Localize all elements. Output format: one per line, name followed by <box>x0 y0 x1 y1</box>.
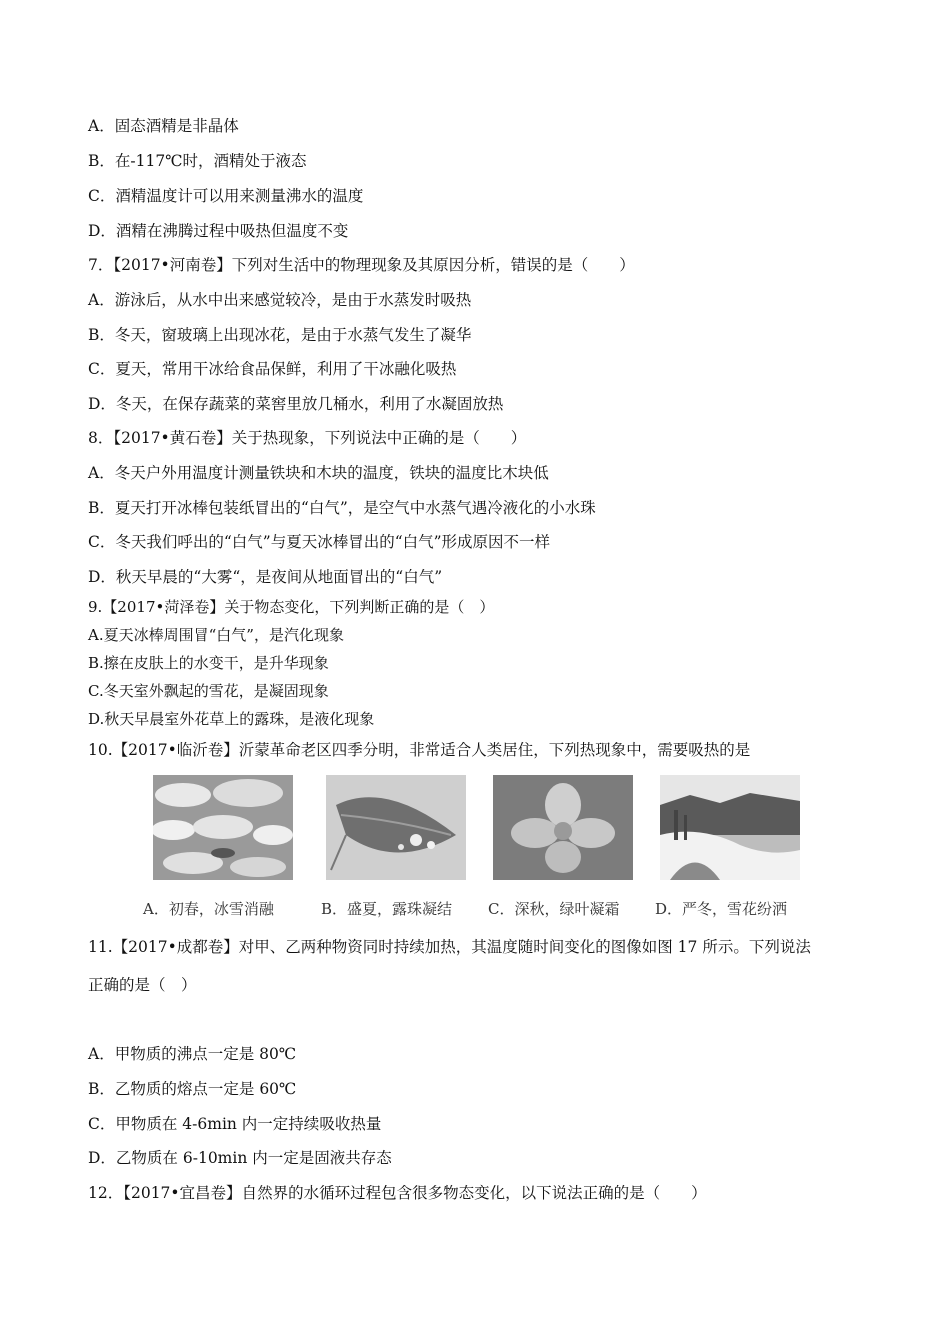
q6-option-d: D．酒精在沸腾过程中吸热但温度不变 <box>88 222 349 240</box>
q11-option-c: C．甲物质在 4-6min 内一定持续吸收热量 <box>88 1115 382 1133</box>
q9-option-d: D.秋天早晨室外花草上的露珠，是液化现象 <box>88 710 375 728</box>
q7-option-b: B．冬天，窗玻璃上出现冰花，是由于水蒸气发生了凝华 <box>88 326 472 344</box>
q8-option-d: D．秋天早晨的“大雾“，是夜间从地面冒出的“白气” <box>88 568 443 586</box>
q12-stem: 12．【2017•宜昌卷】自然界的水循环过程包含很多物态变化，以下说法正确的是（ ） <box>88 1184 707 1202</box>
q6-option-a: A．固态酒精是非晶体 <box>88 117 239 135</box>
q7-option-c: C．夏天，常用干冰给食品保鲜，利用了干冰融化吸热 <box>88 360 457 378</box>
q8-stem: 8．【2017•黄石卷】关于热现象，下列说法中正确的是（ ） <box>88 429 527 447</box>
q8-option-a: A．冬天户外用温度计测量铁块和木块的温度，铁块的温度比木块低 <box>88 464 549 482</box>
q10-caption-a: A．初春，冰雪消融 <box>143 900 274 918</box>
q6-option-c: C．酒精温度计可以用来测量沸水的温度 <box>88 187 364 205</box>
q10-photo-c-frost-leaves <box>493 775 633 880</box>
q11-option-b: B．乙物质的熔点一定是 60℃ <box>88 1080 297 1098</box>
q10-photo-a-melting-snow <box>153 775 293 880</box>
q9-option-b: B.擦在皮肤上的水变干，是升华现象 <box>88 654 329 672</box>
q10-stem: 10.【2017•临沂卷】沂蒙革命老区四季分明，非常适合人类居住，下列热现象中，需要吸热的是 <box>88 741 751 759</box>
q11-stem-line2: 正确的是（ ） <box>88 976 197 994</box>
q7-option-d: D．冬天，在保存蔬菜的菜窖里放几桶水，利用了水凝固放热 <box>88 395 504 413</box>
q8-option-b: B．夏天打开冰棒包装纸冒出的“白气”，是空气中水蒸气遇冷液化的小水珠 <box>88 499 596 517</box>
q7-stem: 7．【2017•河南卷】下列对生活中的物理现象及其原因分析，错误的是（ ） <box>88 256 635 274</box>
q10-photo-b-dew-leaf <box>326 775 466 880</box>
q9-option-c: C.冬天室外飘起的雪花，是凝固现象 <box>88 682 329 700</box>
q10-captions <box>143 898 808 920</box>
q8-option-c: C．冬天我们呼出的“白气”与夏天冰棒冒出的“白气”形成原因不一样 <box>88 533 551 551</box>
q6-option-b: B．在-117℃时，酒精处于液态 <box>88 152 307 170</box>
q10-caption-b: B．盛夏，露珠凝结 <box>321 900 453 918</box>
q10-caption-c: C．深秋，绿叶凝霜 <box>488 900 620 918</box>
q9-stem: 9.【2017•菏泽卷】关于物态变化，下列判断正确的是（ ） <box>88 598 495 616</box>
q11-option-a: A．甲物质的沸点一定是 80℃ <box>88 1045 297 1063</box>
q11-stem-line1: 11.【2017•成都卷】对甲、乙两种物资同时持续加热，其温度随时间变化的图像如图 17 所示。下列说法 <box>88 938 811 956</box>
q10-photo-row <box>143 775 803 885</box>
q10-photo-d-snow-landscape <box>660 775 800 880</box>
q7-option-a: A．游泳后，从水中出来感觉较冷，是由于水蒸发时吸热 <box>88 291 472 309</box>
q9-option-a: A.夏天冰棒周围冒“白气”，是汽化现象 <box>88 626 344 644</box>
q11-option-d: D．乙物质在 6-10min 内一定是固液共存态 <box>88 1149 392 1167</box>
q10-caption-d: D．严冬，雪花纷洒 <box>655 900 788 918</box>
